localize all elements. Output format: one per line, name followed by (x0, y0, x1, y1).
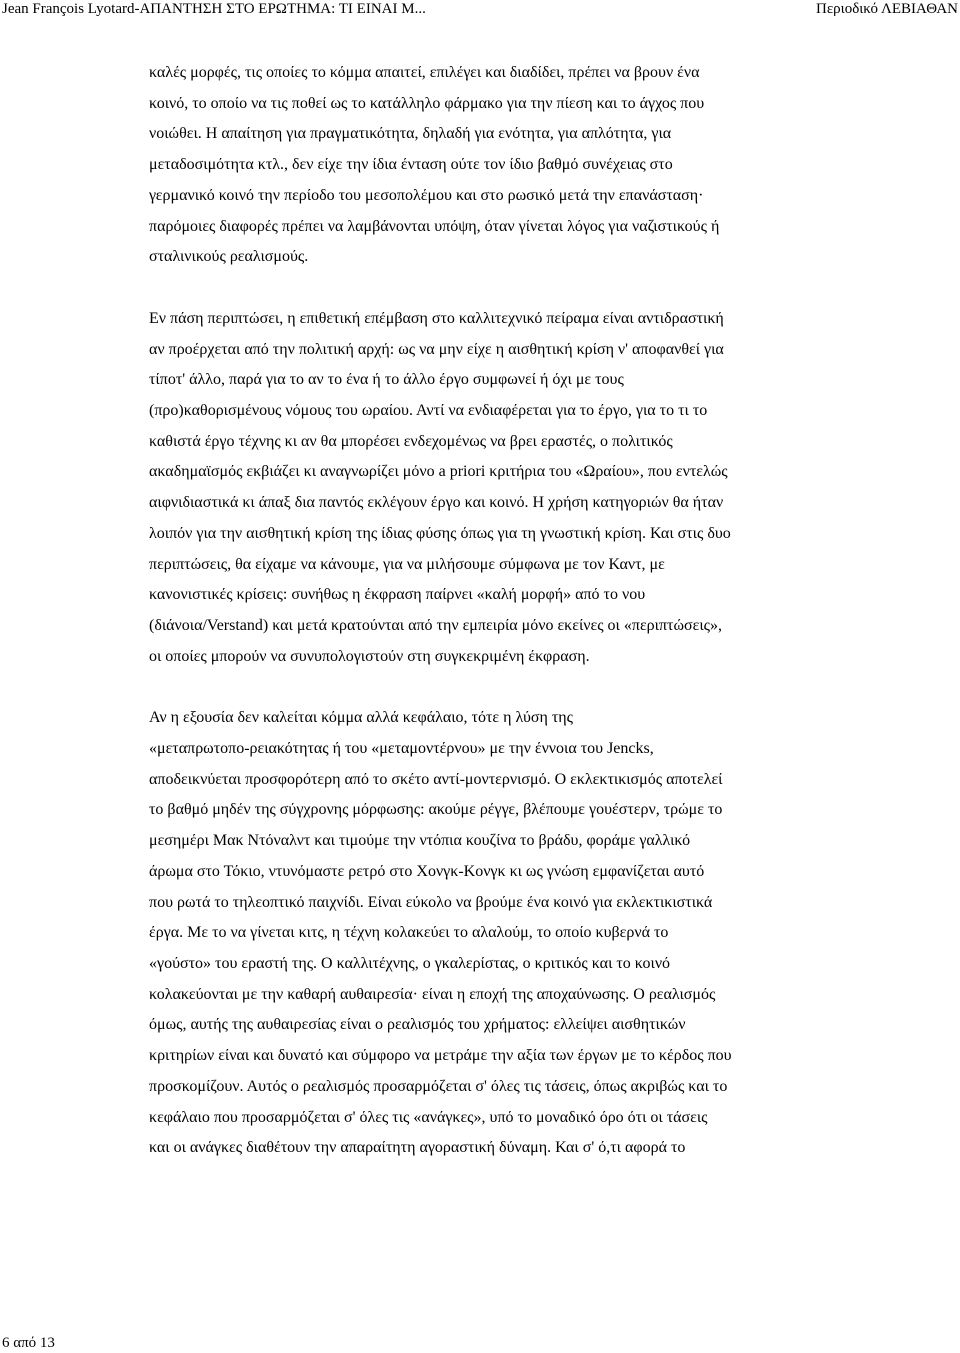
text-line: άρωμα στο Τόκιο, ντυνόμαστε ρετρό στο Χονγκ-Κονγκ κι ως γνώση εμφανίζεται αυτό (149, 862, 705, 880)
text-line: κανονιστικές κρίσεις: συνήθως η έκφραση παίρνει «καλή μορφή» από το νου (149, 586, 646, 604)
text-line: παρόμοιες διαφορές πρέπει να λαμβάνονται υπόψη, όταν γίνεται λόγος για ναζιστικούς ή (149, 217, 720, 235)
text-line: κεφάλαιο που προσαρμόζεται σ' όλες τις «ανάγκες», υπό το μοναδικό όρο ότι οι τάσεις (149, 1108, 708, 1126)
text-line: «μεταπρωτοπο-ρειακότητας ή του «μεταμοντέρνου» με την έννοια του Jencks, (149, 740, 654, 758)
text-line: ακαδημαϊσμός εκβιάζει κι αναγνωρίζει μόνο a priori κριτήρια του «Ωραίου», που εντελώς (149, 463, 728, 481)
text-line: κριτηρίων είναι και δυνατό και σύμφορο να μετράμε την αξία των έργων με το κέρδος που (149, 1047, 732, 1065)
document-body (149, 58, 861, 1164)
paragraph-3 (149, 703, 861, 1164)
text-line: μεταδοσιμότητα κτλ., δεν είχε την ίδια ένταση ούτε τον ίδιο βαθμό συνέχειας στο (149, 156, 673, 174)
text-line: αιφνιδιαστικά κι άπαξ δια παντός εκλέγουν έργο και κοινό. Η χρήση κατηγοριών θα ήταν (149, 494, 724, 512)
paragraph-2 (149, 304, 861, 672)
text-line: νοιώθει. Η απαίτηση για πραγματικότητα, δηλαδή για ενότητα, για απλότητα, για (149, 125, 672, 143)
text-line: (προ)καθορισμένους νόμους του ωραίου. Αντί να ενδιαφέρεται για το έργο, για το τι το (149, 402, 708, 420)
text-line: καθιστά έργο τέχνης κι αν θα μπορέσει ενδεχομένως να βρει εραστές, ο πολιτικός (149, 432, 673, 450)
text-line: όμως, αυτής της αυθαιρεσίας είναι ο ρεαλισμός του χρήματος: ελλείψει αισθητικών (149, 1016, 686, 1034)
text-line: κολακεύονται με την καθαρή αυθαιρεσία· είναι η εποχή της αποχαύνωσης. Ο ρεαλισμός (149, 985, 716, 1003)
page-indicator: 6 από 13 (2, 1335, 55, 1351)
text-line: λοιπόν για την αισθητική κρίση της ίδιας φύσης όπως για τη γνωστική κρίση. Και στις δυο (149, 524, 731, 542)
text-line: κοινό, το οποίο να τις ποθεί ως το κατάλληλο φάρμακο για την πίεση και το άγχος που (149, 94, 705, 112)
text-line: οι οποίες μπορούν να συνυπολογιστούν στη συγκεκριμένη έκφραση. (149, 647, 590, 665)
text-line: και οι ανάγκες διαθέτουν την απαραίτητη αγοραστική δύναμη. Και σ' ό,τι αφορά το (149, 1139, 686, 1157)
text-line: τίποτ' άλλο, παρά για το αν το ένα ή το άλλο έργο συμφωνεί ή όχι με τους (149, 371, 624, 389)
text-line: (διάνοια/Verstand) και μετά κρατούνται από την εμπειρία μόνο εκείνες οι «περιπτώσεις», (149, 616, 722, 634)
text-line: αν προέρχεται από την πολιτική αρχή: ως να μην είχε η αισθητική κρίση ν' αποφανθεί για (149, 340, 724, 358)
paragraph-1 (149, 58, 861, 273)
text-line: «γούστο» του εραστή της. Ο καλλιτέχνης, ο γκαλερίστας, ο κριτικός και το κοινό (149, 954, 671, 972)
text-line: αποδεικνύεται προσφορότερη από το σκέτο αντί-μοντερνισμό. Ο εκλεκτικισμός αποτελεί (149, 770, 723, 788)
text-line: το βαθμό μηδέν της σύγχρονης μόρφωσης: ακούμε ρέγγε, βλέπουμε γουέστερν, τρώμε το (149, 801, 723, 819)
text-line: σταλινικούς ρεαλισμούς. (149, 248, 309, 266)
text-line: Εν πάση περιπτώσει, η επιθετική επέμβαση στο καλλιτεχνικό πείραμα είναι αντιδραστική (149, 309, 724, 327)
text-line: μεσημέρι Μακ Ντόναλντ και τιμούμε την ντόπια κουζίνα το βράδυ, φοράμε γαλλικό (149, 832, 691, 850)
document-header-title: Jean François Lyotard-ΑΠΑΝΤΗΣΗ ΣΤΟ ΕΡΩΤΗΜΑ: ΤΙ ΕΙΝΑΙ Μ... (2, 1, 426, 17)
document-header-source: Περιοδικό ΛΕΒΙΑΘΑΝ (816, 1, 958, 17)
text-line: καλές μορφές, τις οποίες το κόμμα απαιτεί, επιλέγει και διαδίδει, πρέπει να βρουν ένα (149, 64, 700, 81)
text-line: που ρωτά το τηλεοπτικό παιχνίδι. Είναι εύκολο να βρούμε ένα κοινό για εκλεκτικιστικά (149, 893, 713, 911)
text-line: περιπτώσεις, θα είχαμε να κάνουμε, για να μιλήσουμε σύμφωνα με τον Καντ, με (149, 555, 665, 573)
text-line: γερμανικό κοινό την περίοδο του μεσοπολέμου και στο ρωσικό μετά την επανάσταση· (149, 186, 704, 204)
text-line: προσκομίζουν. Αυτός ο ρεαλισμός προσαρμόζεται σ' όλες τις τάσεις, όπως ακριβώς και το (149, 1077, 728, 1095)
text-line: έργα. Με το να γίνεται κιτς, η τέχνη κολακεύει το αλαλούμ, το οποίο κυβερνά το (149, 924, 669, 942)
text-line: Αν η εξουσία δεν καλείται κόμμα αλλά κεφάλαιο, τότε η λύση της (149, 709, 573, 727)
